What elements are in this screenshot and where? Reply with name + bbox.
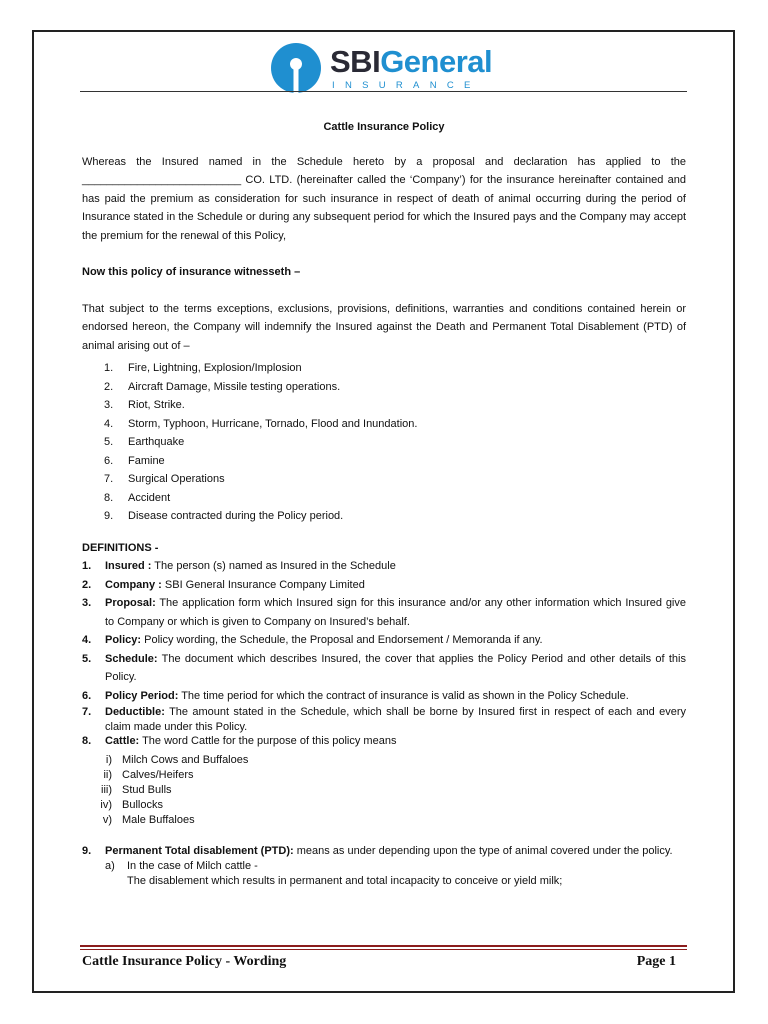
cattle-type-number: i) bbox=[105, 753, 112, 766]
definition-number: 2. bbox=[82, 578, 92, 591]
witness-heading: Now this policy of insurance witnesseth – bbox=[82, 266, 301, 278]
definition-item bbox=[82, 650, 686, 687]
logo-subtitle: INSURANCE bbox=[332, 80, 481, 91]
definition-number: 7. bbox=[82, 706, 92, 718]
definition-number: 9. bbox=[82, 844, 92, 857]
peril-number: 4. bbox=[104, 417, 114, 430]
definition-item bbox=[82, 557, 686, 576]
peril-number: 6. bbox=[104, 454, 114, 467]
footer-page-number: Page 1 bbox=[636, 954, 676, 969]
cattle-type-number: iv) bbox=[100, 798, 112, 811]
definition-number: 1. bbox=[82, 560, 92, 572]
definition-item bbox=[82, 594, 686, 631]
definition-text: means as under depending upon the type of animal covered under the policy. bbox=[293, 844, 673, 857]
peril-number: 3. bbox=[104, 399, 114, 411]
cattle-type-text: Calves/Heifers bbox=[122, 768, 194, 781]
footer-rule-thick bbox=[80, 945, 687, 947]
indemnity-paragraph: That subject to the terms exceptions, exclusions, provisions, definitions, warranties and conditions contained herein or endorsed hereon, the Company will indemnify the Insured against the Death and Permanent Total Disablement (PTD) of animal arising out of – bbox=[82, 302, 686, 352]
cattle-type-text: Stud Bulls bbox=[122, 783, 172, 796]
definition-item bbox=[82, 631, 686, 650]
definition-term: Permanent Total disablement (PTD): bbox=[105, 844, 294, 857]
cattle-type-item bbox=[82, 753, 686, 768]
logo-brand-text bbox=[330, 44, 492, 80]
peril-item bbox=[82, 359, 686, 378]
peril-item bbox=[82, 415, 686, 434]
peril-number: 1. bbox=[104, 362, 114, 374]
definition-term: Policy: bbox=[105, 634, 142, 646]
definition-text: SBI General Insurance Company Limited bbox=[161, 578, 365, 591]
header-rule bbox=[80, 91, 687, 92]
peril-number: 7. bbox=[104, 473, 114, 485]
peril-item bbox=[82, 470, 686, 489]
definition-number: 3. bbox=[82, 597, 92, 609]
definition-term: Cattle: bbox=[105, 735, 140, 747]
cattle-type-number: v) bbox=[102, 813, 112, 826]
document-title: Cattle Insurance Policy bbox=[323, 121, 445, 133]
cattle-type-item bbox=[82, 783, 686, 798]
cattle-type-item bbox=[82, 798, 686, 813]
peril-text: Storm, Typhoon, Hurricane, Tornado, Flood and Inundation. bbox=[128, 417, 418, 430]
cattle-type-number: ii) bbox=[103, 768, 112, 781]
definition-term: Proposal: bbox=[105, 597, 156, 609]
ptd-definition bbox=[82, 844, 686, 859]
cattle-type-text: Male Buffaloes bbox=[122, 813, 195, 826]
definition-term: Schedule: bbox=[105, 652, 158, 665]
definitions-heading: DEFINITIONS - bbox=[82, 541, 159, 554]
perils-list bbox=[82, 359, 686, 526]
definition-text: The application form which Insured sign for this insurance and/or any other information which Insured give to Company or which is given to Company on Insured’s behalf. bbox=[105, 597, 686, 628]
definition-term: Deductible: bbox=[105, 706, 165, 718]
peril-number: 2. bbox=[104, 380, 114, 393]
peril-number: 9. bbox=[104, 510, 114, 522]
peril-item bbox=[82, 452, 686, 471]
ptd-a-text: The disablement which results in permanent and total incapacity to conceive or yield milk; bbox=[127, 874, 563, 887]
cattle-type-item bbox=[82, 768, 686, 783]
sbi-general-logo bbox=[270, 40, 510, 96]
peril-item bbox=[82, 378, 686, 397]
peril-text: Surgical Operations bbox=[128, 473, 225, 485]
peril-text: Fire, Lightning, Explosion/Implosion bbox=[128, 362, 302, 374]
definition-number: 5. bbox=[82, 652, 92, 665]
peril-number: 8. bbox=[104, 491, 114, 504]
peril-text: Riot, Strike. bbox=[128, 399, 185, 411]
peril-item bbox=[82, 396, 686, 415]
cattle-type-item bbox=[82, 813, 686, 828]
cattle-type-text: Milch Cows and Buffaloes bbox=[122, 753, 249, 766]
logo-brand-general: General bbox=[380, 44, 493, 79]
definition-item bbox=[82, 576, 686, 595]
sbi-keyhole-icon bbox=[270, 42, 322, 94]
peril-item bbox=[82, 433, 686, 452]
definition-text: The document which describes Insured, the cover that applies the Policy Period and other details of this Policy. bbox=[105, 652, 686, 683]
definition-term: Policy Period: bbox=[105, 689, 179, 702]
definition-item bbox=[82, 687, 686, 706]
list-item bbox=[82, 844, 686, 859]
definition-text: The amount stated in the Schedule, which shall be borne by Insured first in respect of each and every claim made under this Policy. bbox=[105, 706, 686, 733]
recital-paragraph: Whereas the Insured named in the Schedule hereto by a proposal and declaration has applied to the __________________________ CO. LTD. (hereinafter called the ‘Company’) for the insurance hereinafter contained and has paid the premium as consideration for such insurance in respect of death of animal occurring during the period of Insurance stated in the Schedule or during any subsequent period for which the Insured pays and the Company may accept the premium for the renewal of this Policy, bbox=[82, 155, 686, 242]
cattle-type-number: iii) bbox=[101, 783, 112, 796]
ptd-a-title: In the case of Milch cattle - bbox=[127, 860, 258, 872]
document-body bbox=[82, 118, 686, 888]
peril-item bbox=[82, 507, 686, 526]
peril-number: 5. bbox=[104, 436, 114, 448]
definition-item bbox=[82, 705, 686, 734]
ptd-a-label: a) bbox=[105, 860, 115, 872]
logo-brand-sbi: SBI bbox=[330, 44, 381, 79]
cattle-types-list bbox=[82, 753, 686, 828]
definition-number: 8. bbox=[82, 735, 92, 747]
footer-rule-thin bbox=[80, 949, 687, 950]
definition-text: Policy wording, the Schedule, the Proposal and Endorsement / Memoranda if any. bbox=[141, 634, 543, 646]
definition-item bbox=[82, 734, 686, 749]
footer-document-name: Cattle Insurance Policy - Wording bbox=[82, 954, 287, 969]
definition-number: 4. bbox=[82, 634, 92, 646]
peril-text: Aircraft Damage, Missile testing operations. bbox=[128, 380, 341, 393]
peril-item bbox=[82, 489, 686, 508]
definition-term: Insured : bbox=[105, 560, 152, 572]
definition-term: Company : bbox=[105, 578, 162, 591]
peril-text: Disease contracted during the Policy period. bbox=[128, 510, 344, 522]
definition-number: 6. bbox=[82, 689, 92, 702]
peril-text: Famine bbox=[128, 454, 165, 467]
definitions-list bbox=[82, 557, 686, 749]
definition-text: The person (s) named as Insured in the Schedule bbox=[151, 560, 396, 572]
peril-text: Earthquake bbox=[128, 436, 185, 448]
ptd-milch-cattle bbox=[82, 859, 686, 888]
definition-text: The time period for which the contract of insurance is valid as shown in the Policy Schedule. bbox=[178, 689, 629, 702]
cattle-type-text: Bullocks bbox=[122, 798, 163, 811]
peril-text: Accident bbox=[128, 491, 171, 504]
definition-text: The word Cattle for the purpose of this policy means bbox=[139, 735, 397, 747]
